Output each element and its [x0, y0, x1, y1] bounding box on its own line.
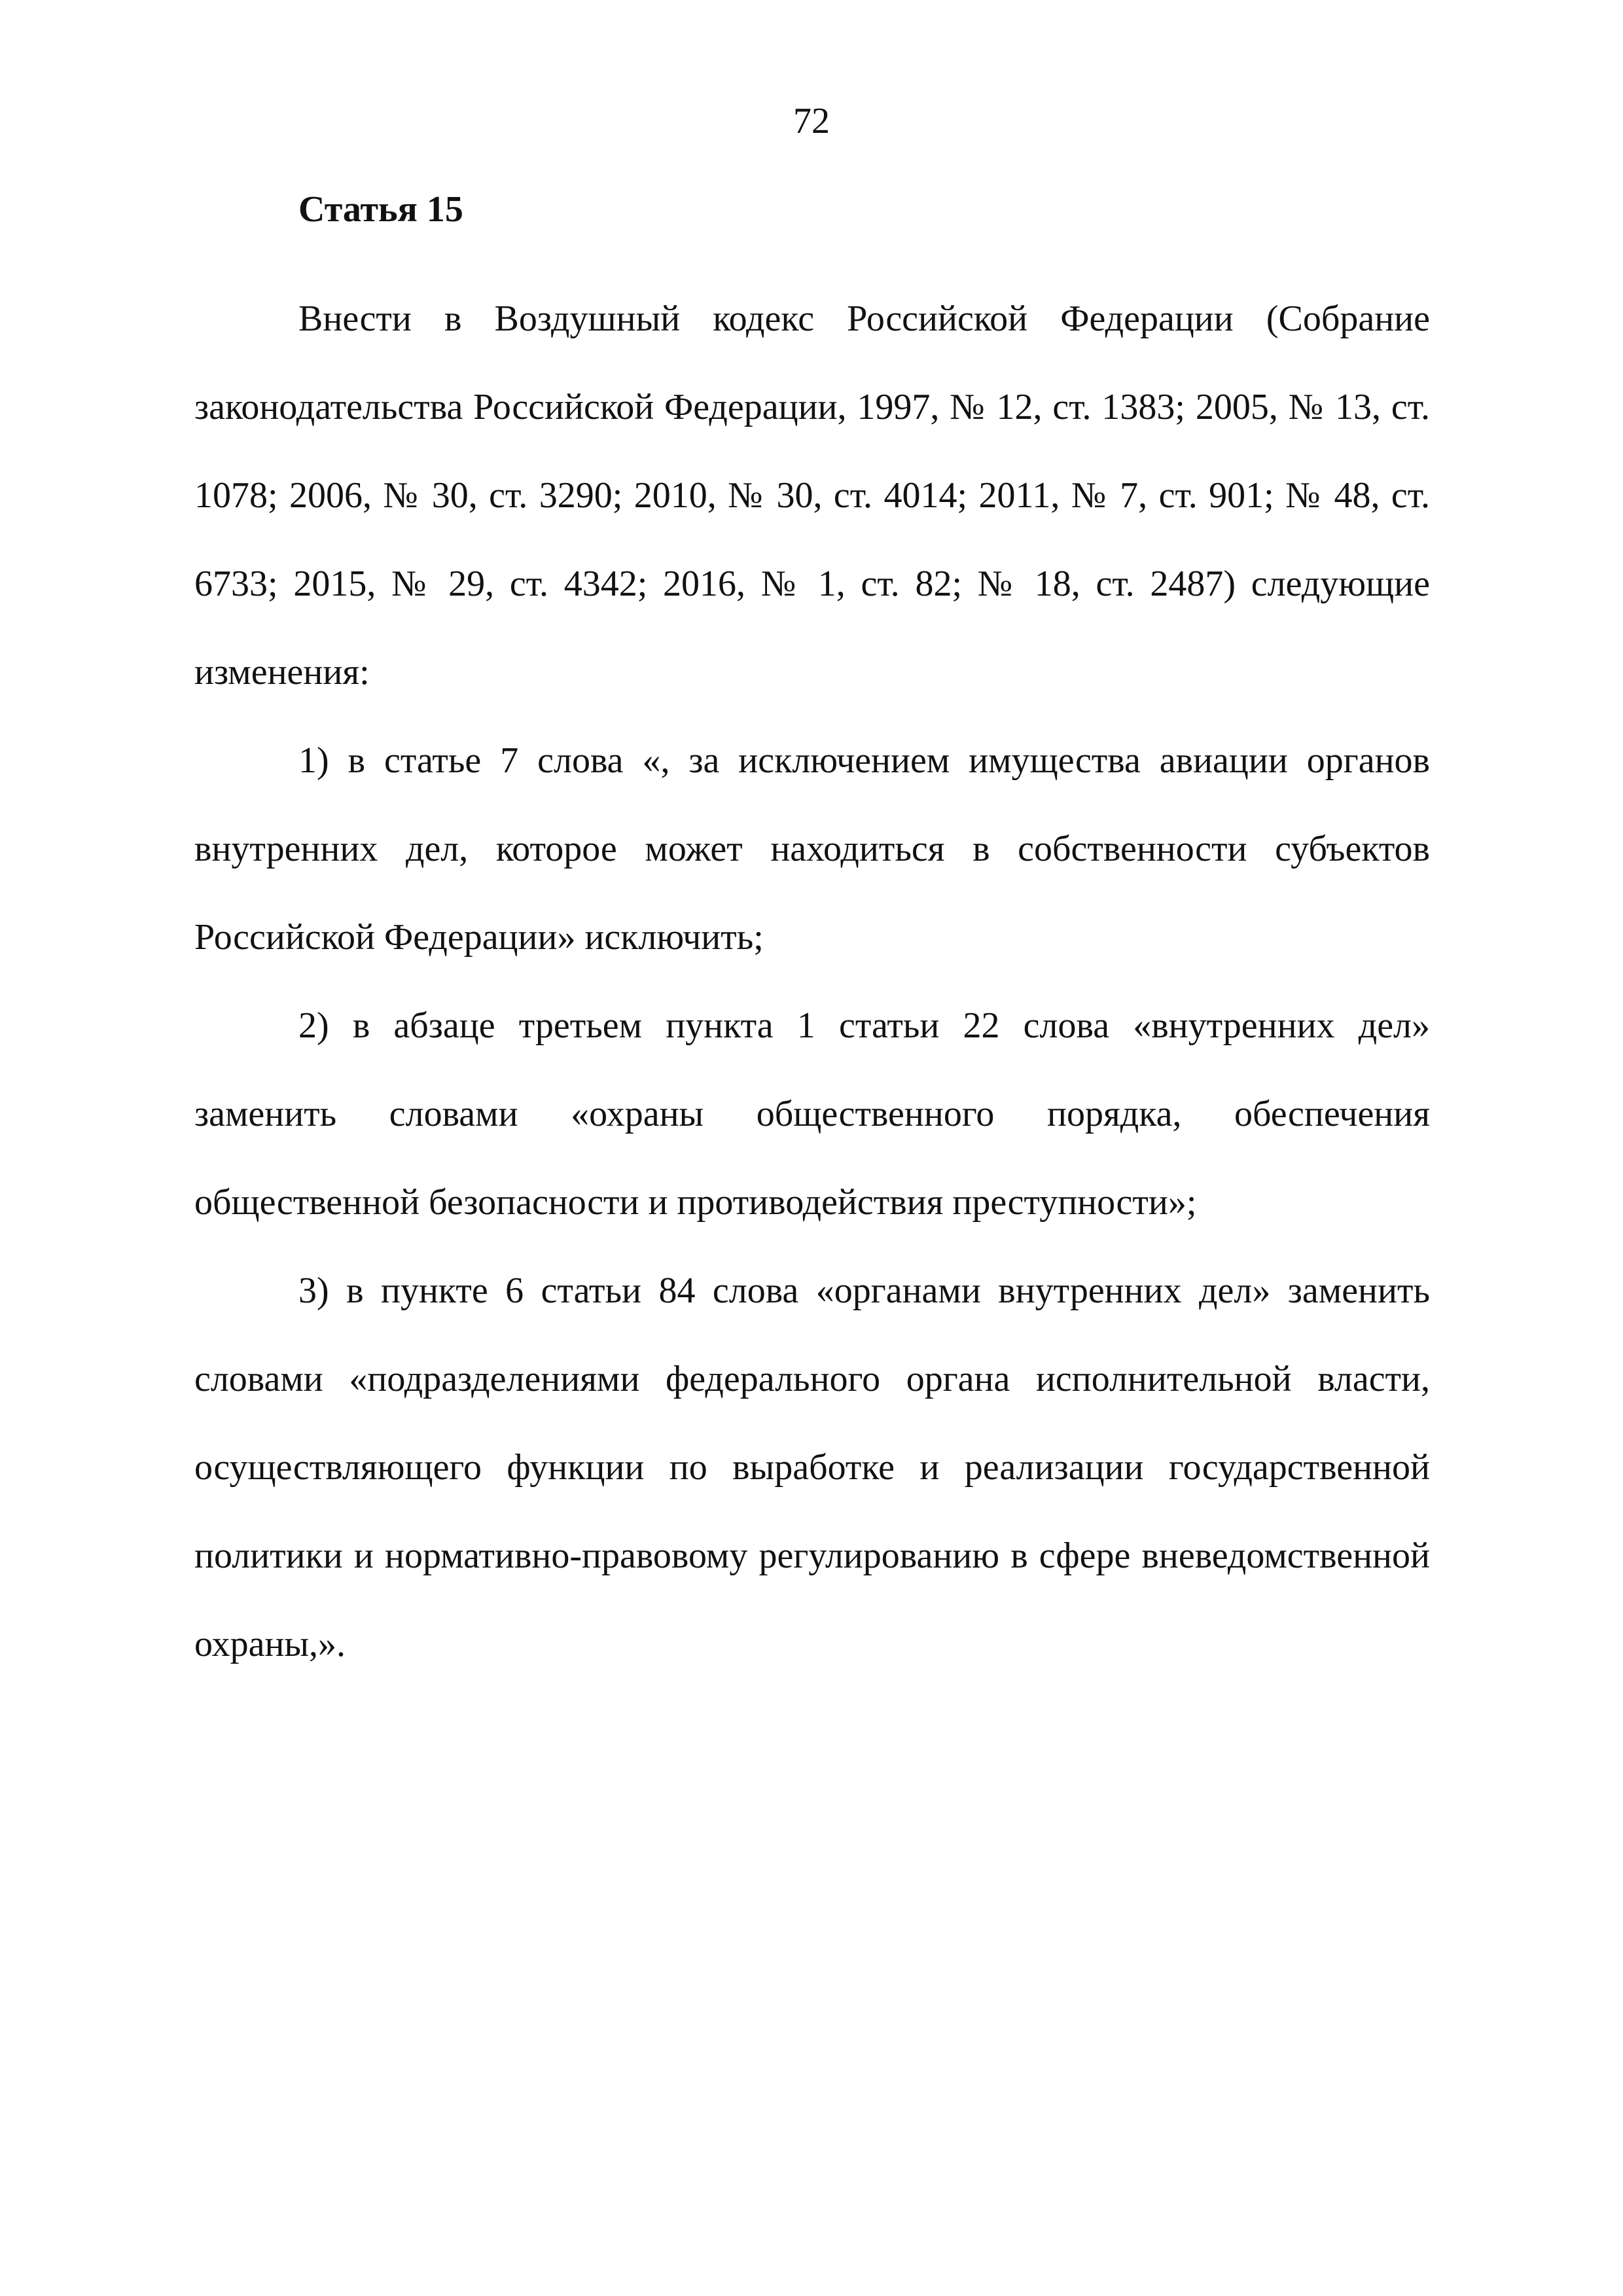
- page-number: 72: [793, 101, 830, 141]
- amendment-item-1: 1) в статье 7 слова «, за исключением имущества авиации органов внутренних дел, которое может находиться в собственности субъектов Российской Федерации» исключить;: [194, 740, 1430, 958]
- amendment-item-2: 2) в абзаце третьем пункта 1 статьи 22 слова «внутренних дел» заменить словами «охраны общественного порядка, обеспечения общественной безопасности и противодействия преступности»;: [194, 1005, 1430, 1223]
- intro-paragraph: Внести в Воздушный кодекс Российской Федерации (Собрание законодательства Российской Федерации, 1997, № 12, ст. 1383; 2005, № 13, ст. 1078; 2006, № 30, ст. 3290; 2010, № 30, ст. 4014; 2011, № 7, ст. 901; № 48, ст. 6733; 2015, № 29, ст. 4342; 2016, № 1, ст. 82; № 18, ст. 2487) следующие изменения:: [194, 298, 1430, 692]
- article-body: [194, 275, 1430, 1689]
- article-title: Статья 15: [298, 189, 463, 230]
- amendment-item-3: 3) в пункте 6 статьи 84 слова «органами внутренних дел» заменить словами «подразделениями федерального органа исполнительной власти, осуществляющего функции по выработке и реализации государственной политики и нормативно-правовому регулированию в сфере вневедомственной охраны,».: [194, 1270, 1430, 1664]
